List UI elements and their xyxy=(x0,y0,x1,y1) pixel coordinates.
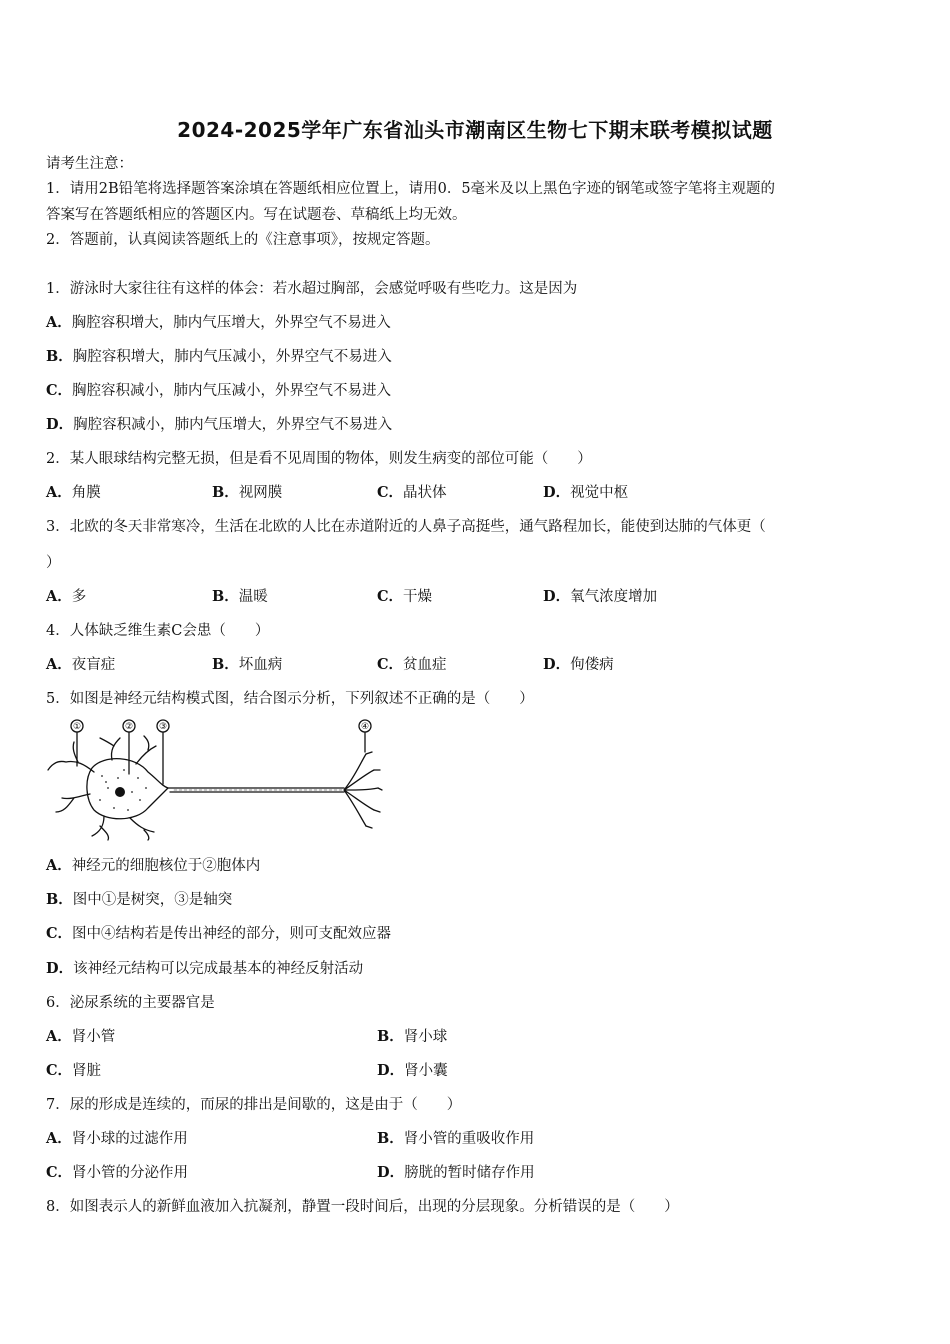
figure-label: ② xyxy=(124,722,134,732)
option-label: B． xyxy=(377,1028,404,1045)
option-text: 胸腔容积减小，肺内气压增大，外界空气不易进入 xyxy=(73,417,393,433)
option-text: 多 xyxy=(71,589,87,605)
option-label: D． xyxy=(377,1062,405,1079)
question-stem: 3．北欧的冬天非常寒冷，生活在北欧的人比在赤道附近的人鼻子高挺些，通气路程加长，能使到达肺的气体更（ xyxy=(46,519,766,535)
option-label: D． xyxy=(377,1164,405,1181)
notice-item-1-cont: 答案写在答题纸相应的答题区内。写在试题卷、草稿纸上均无效。 xyxy=(46,207,467,223)
option-row xyxy=(377,481,447,502)
option-text: 夜盲症 xyxy=(71,657,116,673)
option-row xyxy=(46,1059,101,1080)
option-text: 该神经元结构可以完成最基本的神经反射活动 xyxy=(73,961,364,977)
option-text: 佝偻病 xyxy=(570,657,614,673)
option-text: 肾脏 xyxy=(72,1063,102,1079)
option-row xyxy=(212,653,282,674)
option-row xyxy=(46,311,391,332)
option-text: 图中④结构若是传出神经的部分，则可支配效应器 xyxy=(72,926,392,942)
option-row xyxy=(46,653,115,674)
question-stem: 8．如图表示人的新鲜血液加入抗凝剂，静置一段时间后，出现的分层现象。分析错误的是（ ） xyxy=(46,1199,679,1215)
option-row xyxy=(46,922,391,943)
figure-label: ④ xyxy=(360,722,370,732)
option-text: 温暖 xyxy=(238,589,268,605)
notice-heading: 请考生注意： xyxy=(46,156,133,172)
neuron-diagram xyxy=(44,716,384,842)
axon-terminal xyxy=(344,754,378,826)
option-text: 胸腔容积减小，肺内气压减小，外界空气不易进入 xyxy=(72,383,392,399)
option-label: A． xyxy=(46,857,72,874)
option-text: 晶状体 xyxy=(403,485,447,501)
option-row xyxy=(46,1161,188,1182)
option-text: 胸腔容积增大，肺内气压减小，外界空气不易进入 xyxy=(72,349,392,365)
dendrite xyxy=(136,736,156,764)
option-label: D． xyxy=(543,656,571,673)
option-label: D． xyxy=(46,960,74,977)
option-text: 角膜 xyxy=(71,485,101,501)
question-stem: 7．尿的形成是连续的，而尿的排出是间歇的，这是由于（ ） xyxy=(46,1097,462,1113)
dendrite xyxy=(56,794,90,812)
option-row xyxy=(46,345,392,366)
option-row xyxy=(46,413,392,434)
option-label: C． xyxy=(377,656,404,673)
question-stem-cont: ） xyxy=(46,555,61,571)
option-text: 视网膜 xyxy=(238,485,283,501)
question-stem: 2．某人眼球结构完整无损，但是看不见周围的物体，则发生病变的部位可能（ ） xyxy=(46,451,592,467)
option-row xyxy=(543,585,657,606)
dendrite xyxy=(48,742,94,772)
option-row xyxy=(377,1127,534,1148)
option-label: D． xyxy=(46,416,74,433)
option-label: C． xyxy=(377,484,404,501)
option-label: C． xyxy=(377,588,404,605)
option-row xyxy=(377,653,447,674)
option-label: D． xyxy=(543,484,571,501)
option-label: B． xyxy=(212,484,239,501)
option-row xyxy=(377,585,432,606)
option-label: A． xyxy=(46,656,72,673)
option-text: 肾小球 xyxy=(403,1029,448,1045)
page-title: 2024-2025学年广东省汕头市潮南区生物七下期末联考模拟试题 xyxy=(177,118,773,142)
axon-terminal-endings xyxy=(366,752,382,828)
option-text: 肾小管 xyxy=(71,1029,116,1045)
option-label: B． xyxy=(46,891,73,908)
dendrite xyxy=(130,818,154,840)
option-label: B． xyxy=(377,1130,404,1147)
option-label: C． xyxy=(46,1062,73,1079)
option-label: C． xyxy=(46,1164,73,1181)
option-label: B． xyxy=(212,656,239,673)
option-label: A． xyxy=(46,1028,72,1045)
option-label: C． xyxy=(46,925,73,942)
option-text: 干燥 xyxy=(403,589,433,605)
option-row xyxy=(377,1025,447,1046)
option-row xyxy=(543,481,628,502)
option-text: 氧气浓度增加 xyxy=(570,589,658,605)
option-row xyxy=(377,1161,535,1182)
option-label: A． xyxy=(46,588,72,605)
option-label: A． xyxy=(46,314,72,331)
notice-item-1: 1．请用2B铅笔将选择题答案涂填在答题纸相应位置上，请用0．5毫米及以上黑色字迹的钢笔或签字笔将主观题的 xyxy=(46,181,776,197)
option-row xyxy=(46,1127,188,1148)
option-label: A． xyxy=(46,1130,72,1147)
dendrite xyxy=(100,738,120,760)
question-stem: 6．泌尿系统的主要器官是 xyxy=(46,995,215,1011)
option-row xyxy=(46,888,232,909)
option-text: 坏血病 xyxy=(238,657,283,673)
option-row xyxy=(46,481,101,502)
option-row xyxy=(212,585,268,606)
option-text: 膀胱的暂时储存作用 xyxy=(404,1165,535,1181)
option-row xyxy=(46,379,391,400)
option-row xyxy=(212,481,282,502)
figure-label: ③ xyxy=(158,722,168,732)
option-row xyxy=(46,1025,115,1046)
option-text: 胸腔容积增大，肺内气压增大，外界空气不易进入 xyxy=(71,315,391,331)
figure-label: ① xyxy=(72,722,82,732)
option-row xyxy=(377,1059,448,1080)
option-text: 肾小囊 xyxy=(404,1063,448,1079)
option-label: B． xyxy=(46,348,73,365)
option-text: 神经元的细胞核位于②胞体内 xyxy=(71,858,261,874)
option-text: 贫血症 xyxy=(403,657,447,673)
option-text: 图中①是树突，③是轴突 xyxy=(72,892,233,908)
option-row xyxy=(46,585,86,606)
option-text: 肾小管的重吸收作用 xyxy=(403,1131,535,1147)
cell-nucleus xyxy=(115,787,125,797)
option-label: C． xyxy=(46,382,73,399)
question-stem: 1．游泳时大家往往有这样的体会：若水超过胸部，会感觉呼吸有些吃力。这是因为 xyxy=(46,281,578,297)
option-row xyxy=(543,653,614,674)
option-label: A． xyxy=(46,484,72,501)
option-text: 视觉中枢 xyxy=(570,485,629,501)
option-label: B． xyxy=(212,588,239,605)
option-label: D． xyxy=(543,588,571,605)
option-text: 肾小球的过滤作用 xyxy=(71,1131,188,1147)
option-row xyxy=(46,957,363,978)
dendrite xyxy=(92,816,109,840)
notice-item-2: 2．答题前，认真阅读答题纸上的《注意事项》，按规定答题。 xyxy=(46,232,440,248)
option-row xyxy=(46,854,260,875)
question-stem: 5．如图是神经元结构模式图，结合图示分析，下列叙述不正确的是（ ） xyxy=(46,691,534,707)
question-stem: 4．人体缺乏维生素C会患（ ） xyxy=(46,623,270,639)
option-text: 肾小管的分泌作用 xyxy=(72,1165,189,1181)
